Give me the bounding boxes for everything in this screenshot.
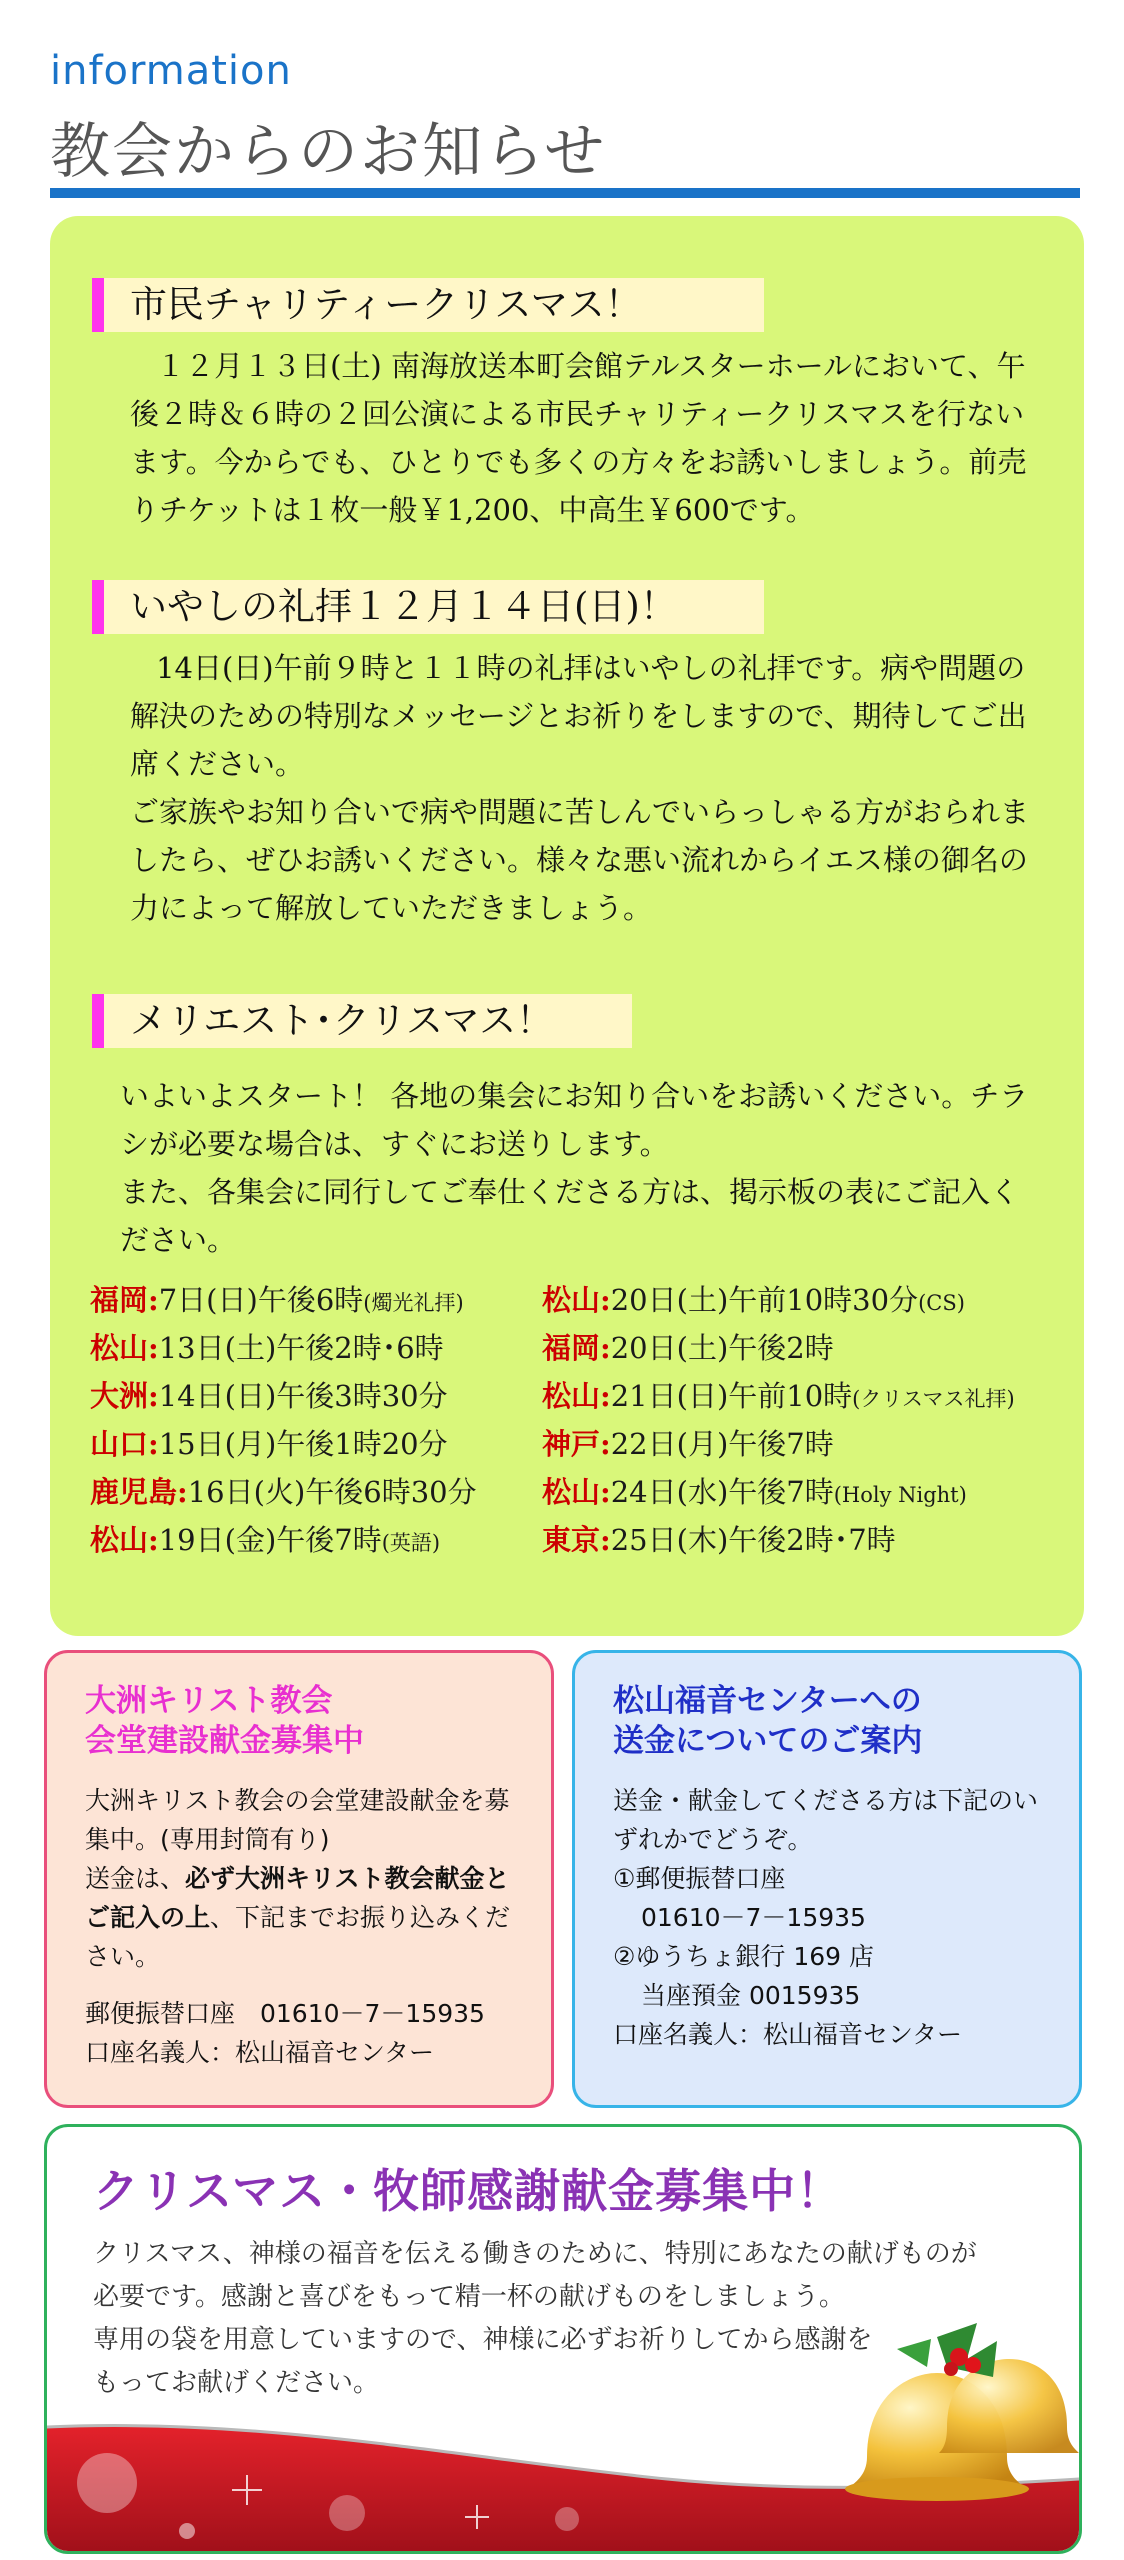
building-fund-title-line: 会堂建設献金募集中 (85, 1723, 364, 1759)
schedule-row (90, 1276, 1050, 1324)
remittance-guide-title (613, 1681, 1041, 1761)
bokeh-light (555, 2507, 579, 2531)
meeting-schedule (90, 1276, 1050, 1564)
schedule-entry: 大洲:14日(日)午後3時30分 (90, 1379, 448, 1413)
schedule-location: 福岡 (542, 1331, 601, 1365)
remittance-intro: 送金・献金してくださる方は下記のいずれかでどうぞ。 (613, 1786, 1039, 1854)
merriest-paragraph-2: また、各集会に同行してご奉仕くださる方は、掲示板の表にご記入ください。 (120, 1175, 1020, 1257)
schedule-entry: 鹿児島:16日(火)午後6時30分 (90, 1475, 477, 1509)
schedule-note: (燭光礼拝) (363, 1291, 464, 1315)
remittance-option-postal: ①郵便振替口座 (613, 1864, 786, 1893)
postal-account-number: 01610－7－15935 (641, 1903, 866, 1932)
schedule-time: 25日(木)午後2時･7時 (610, 1523, 896, 1557)
schedule-note: (Holy Night) (833, 1483, 967, 1507)
schedule-entry: 松山:19日(金)午後7時(英語) (90, 1523, 441, 1557)
schedule-note: (クリスマス礼拝) (852, 1387, 1015, 1411)
schedule-time: 14日(日)午後3時30分 (158, 1379, 448, 1413)
schedule-time: 22日(月)午後7時 (610, 1427, 834, 1461)
schedule-entry: 松山:21日(日)午前10時(クリスマス礼拝) (542, 1379, 1015, 1413)
offering-text-line: 専用の袋を用意していますので、神様に必ずお祈りしてから感謝を (93, 2325, 873, 2355)
notices-panel (50, 216, 1084, 1636)
offering-text-line: クリスマス、神様の福音を伝える働きのために、特別にあなたの献げものが (93, 2239, 977, 2269)
schedule-location: 鹿児島 (90, 1475, 178, 1509)
schedule-entry: 福岡:7日(日)午後6時(燭光礼拝) (90, 1283, 464, 1317)
schedule-entry: 松山:20日(土)午前10時30分(CS) (542, 1283, 965, 1317)
section-body-merriest (120, 1072, 1040, 1264)
building-fund-description: 大洲キリスト教会の会堂建設献金を募集中。(専用封筒有り) (85, 1786, 510, 1854)
schedule-location: 松山 (542, 1379, 601, 1413)
merriest-paragraph-1: いよいよスタート！ 各地の集会にお知り合いをお誘いください。チラシが必要な場合は、すぐにお送りします。 (120, 1079, 1029, 1161)
schedule-time: 13日(土)午後2時･6時 (158, 1331, 444, 1365)
bokeh-light (77, 2453, 137, 2513)
schedule-entry: 松山:24日(水)午後7時(Holy Night) (542, 1475, 967, 1509)
section-body-charity (130, 342, 1050, 534)
title-underline (50, 188, 1080, 198)
information-label: information (50, 48, 292, 94)
schedule-note: (CS) (918, 1291, 965, 1315)
schedule-entry: 松山:13日(土)午後2時･6時 (90, 1331, 444, 1365)
christmas-offering-text (93, 2233, 1053, 2405)
remittance-title-line: 松山福音センターへの (613, 1683, 922, 1719)
remittance-option-bank: ②ゆうちょ銀行 169 店 (613, 1942, 875, 1971)
schedule-time: 16日(火)午後6時30分 (187, 1475, 477, 1509)
building-fund-title-line: 大洲キリスト教会 (85, 1683, 333, 1719)
offering-text-line: もってお献げください。 (93, 2368, 380, 2398)
section-heading-merriest: メリエスト･クリスマス！ (92, 994, 632, 1048)
account-holder: 口座名義人：松山福音センター (613, 2020, 963, 2049)
schedule-location: 神戸 (542, 1427, 601, 1461)
schedule-time: 20日(土)午前10時30分 (610, 1283, 919, 1317)
schedule-entry: 神戸:22日(月)午後7時 (542, 1427, 834, 1461)
christmas-offering-box (44, 2124, 1082, 2554)
schedule-time: 7日(日)午後6時 (158, 1283, 364, 1317)
page-header (50, 48, 1080, 190)
schedule-location: 松山 (542, 1475, 601, 1509)
schedule-time: 24日(水)午後7時 (610, 1475, 834, 1509)
remittance-title-line: 送金についてのご案内 (613, 1723, 923, 1759)
schedule-note: (英語) (381, 1531, 441, 1555)
section-heading-healing: いやしの礼拝１２月１４日(日)！ (92, 580, 764, 634)
schedule-entry: 東京:25日(木)午後2時･7時 (542, 1523, 896, 1557)
offering-text-line: 必要です。感謝と喜びをもって精一杯の献げものをしましょう。 (93, 2282, 845, 2312)
schedule-location: 松山 (542, 1283, 601, 1317)
schedule-time: 15日(月)午後1時20分 (158, 1427, 448, 1461)
schedule-location: 松山 (90, 1331, 149, 1365)
schedule-row (90, 1468, 1050, 1516)
schedule-row (90, 1420, 1050, 1468)
building-fund-instructions: 送金は、必ず大洲キリスト教会献金とご記入の上、下記までお振り込みください。 (85, 1864, 511, 1971)
schedule-location: 山口 (90, 1427, 149, 1461)
schedule-location: 大洲 (90, 1379, 149, 1413)
bokeh-light (329, 2495, 365, 2531)
bokeh-light (179, 2523, 195, 2539)
postal-account-number: 郵便振替口座 01610－7－15935 (85, 1999, 485, 2028)
page-title: 教会からのお知らせ (50, 117, 607, 187)
building-fund-box (44, 1650, 554, 2108)
schedule-row (90, 1372, 1050, 1420)
schedule-row (90, 1324, 1050, 1372)
building-fund-emphasis: 必ず大洲キリスト教会献金とご記入の上 (85, 1864, 510, 1932)
remittance-guide-box (572, 1650, 1082, 2108)
schedule-row (90, 1516, 1050, 1564)
schedule-location: 東京 (542, 1523, 601, 1557)
bank-account-number: 当座預金 0015935 (641, 1981, 861, 2010)
building-fund-text (85, 1781, 513, 2072)
healing-paragraph-1: 14日(日)午前９時と１１時の礼拝はいやしの礼拝です。病や問題の解決のための特別なメッセージとお祈りをしますので、期待してご出席ください。 (130, 651, 1027, 781)
remittance-guide-text (613, 1781, 1041, 2054)
account-holder: 口座名義人：松山福音センター (85, 2038, 435, 2067)
healing-paragraph-2: ご家族やお知り合いで病や問題に苦しんでいらっしゃる方がおられましたら、ぜひお誘いください。様々な悪い流れからイエス様の御名の力によって解放していただきましょう。 (130, 795, 1030, 925)
schedule-entry: 山口:15日(月)午後1時20分 (90, 1427, 448, 1461)
schedule-location: 松山 (90, 1523, 149, 1557)
schedule-location: 福岡 (90, 1283, 149, 1317)
schedule-time: 20日(土)午後2時 (610, 1331, 834, 1365)
schedule-time: 21日(日)午前10時 (610, 1379, 853, 1413)
christmas-offering-title: クリスマス・牧師感謝献金募集中！ (93, 2164, 844, 2218)
schedule-entry: 福岡:20日(土)午後2時 (542, 1331, 834, 1365)
building-fund-title (85, 1681, 513, 1761)
charity-paragraph: １２月１３日(土) 南海放送本町会館テルスターホールにおいて、午後２時＆６時の２回公演による市民チャリティークリスマスを行ないます。今からでも、ひとりでも多くの方々をお誘いしましょう。前売りチケットは１枚一般￥1,200、中高生￥600です。 (130, 349, 1027, 527)
section-body-healing (130, 644, 1050, 932)
section-heading-charity: 市民チャリティークリスマス！ (92, 278, 764, 332)
schedule-time: 19日(金)午後7時 (158, 1523, 382, 1557)
